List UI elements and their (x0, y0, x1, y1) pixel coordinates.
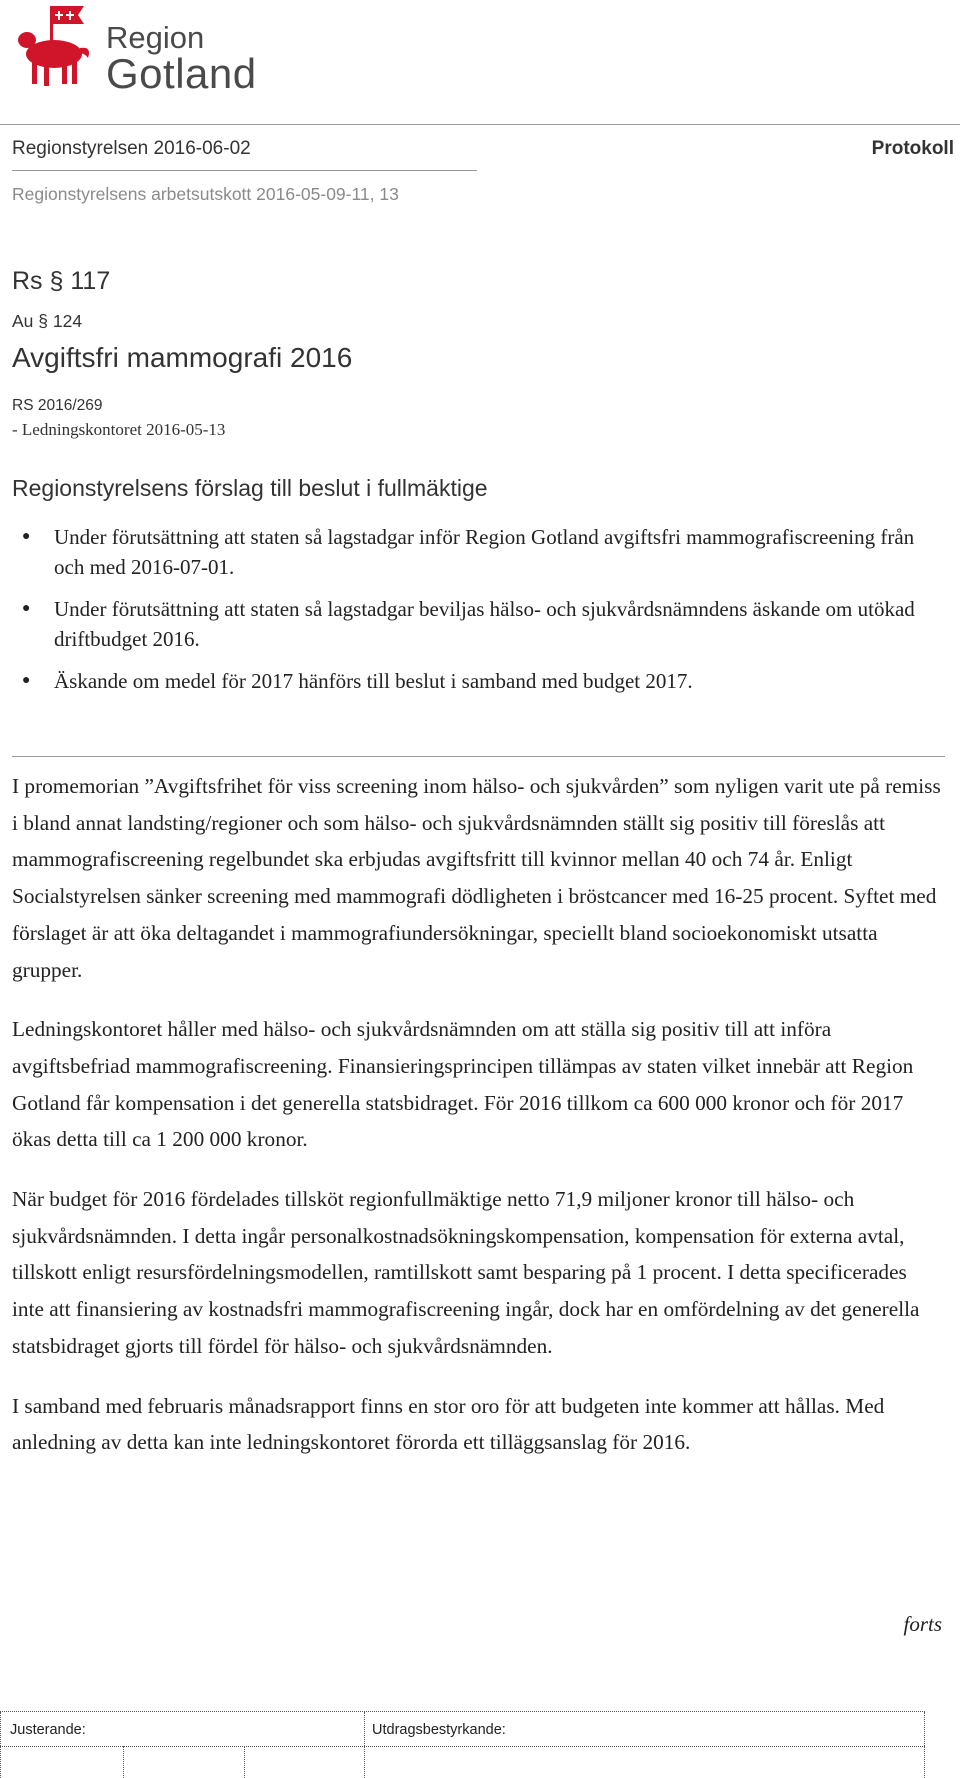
section-symbol: § (38, 311, 49, 331)
meeting-title: Regionstyrelsen 2016-06-02 (12, 138, 251, 159)
case-origin: - Ledningskontoret 2016-05-13 (12, 420, 226, 439)
section-symbol: § (49, 267, 64, 295)
logo-line1: Region (106, 20, 205, 55)
list-item (22, 522, 942, 582)
paragraph: I promemorian ”Avgiftsfrihet för viss screening inom hälso- och sjukvården” som nyligen varit ute på remiss i bland annat landsting/regioner och som hälso- och sjukvårdsnämnden ställt sig positiv till föreslås att mammografiscreening regelbundet ska erbjudas avgiftsfritt till kvinnor mellan 40 och 74 år. Enligt Socialstyrelsen sänker screening med mammografi dödligheten i bröstcancer med 16-25 procent. Syftet med förslaget är att öka deltagandet i mammografiundersökningar, speciellt bland socioekonomiskt utsatta grupper. (12, 774, 941, 982)
au-paragraph-number (12, 311, 82, 332)
region-gotland-logo (14, 2, 257, 97)
table-border (364, 1712, 365, 1778)
list-item (22, 666, 942, 696)
logo-wordmark (106, 22, 257, 95)
table-row-divider (0, 1746, 925, 1747)
list-item-text: Äskande om medel för 2017 hänförs till beslut i samband med budget 2017. (54, 669, 693, 693)
paragraph: I samband med februaris månadsrapport finns en stor oro för att budgeten inte kommer att hållas. Med anledning av detta kan inte ledningskontoret förorda ett tilläggsanslag för 2016. (12, 1393, 885, 1455)
justerande-label: Justerande: (10, 1722, 86, 1738)
document-type: Protokoll (871, 138, 954, 159)
paragraph: Ledningskontoret håller med hälso- och sjukvårdsnämnden om att ställa sig positiv till att införa avgiftsbefriad mammografiscreening. Finansieringsprincipen tillämpas av staten vilket innebär att Region Gotland får kompensation i det generella statsbidraget. För 2016 tillkom ca 600 000 kronor och för 2017 ökas detta till ca 1 200 000 kronor. (12, 1017, 914, 1152)
case-reference: RS 2016/269 (12, 397, 103, 414)
header-divider (0, 124, 960, 125)
rs-prefix: Rs (12, 267, 43, 295)
body-text (12, 768, 942, 1484)
bullet-icon: ● (22, 673, 31, 688)
table-border (0, 1712, 1, 1778)
bullet-icon: ● (22, 601, 31, 616)
logo-line2: Gotland (106, 50, 257, 97)
lamb-emblem-icon (14, 2, 94, 92)
section-divider (12, 756, 945, 757)
rs-paragraph-number (12, 267, 110, 296)
signature-table (0, 1711, 925, 1778)
header-subdivider (12, 170, 477, 171)
rs-number: 117 (70, 267, 111, 295)
utdragsbestyrkande-label: Utdragsbestyrkande: (372, 1722, 506, 1738)
table-border (924, 1712, 925, 1778)
au-prefix: Au (12, 311, 34, 331)
case-title: Avgiftsfri mammografi 2016 (12, 342, 353, 373)
bullet-icon: ● (22, 529, 31, 544)
continued-note: forts (903, 1612, 942, 1636)
table-border (244, 1746, 245, 1778)
table-border (123, 1746, 124, 1778)
list-item-text: Under förutsättning att staten så lagstadgar beviljas hälso- och sjukvårdsnämndens äskande om utökad driftbudget 2016. (54, 597, 915, 651)
au-number: 124 (52, 311, 83, 331)
paragraph: När budget för 2016 fördelades tillsköt regionfullmäktige netto 71,9 miljoner kronor till hälso- och sjukvårdsnämnden. I detta ingår personalkostnadsökningskompensation, kompensation för externa avtal, tillskott enligt resursfördelningsmodellen, ramtillskott samt besparing på 1 procent. I detta specificerades inte att finansiering av kostnadsfri mammografiscreening ingår, dock har en omfördelning av det generella statsbidraget gjorts till fördel för hälso- och sjukvårdsnämnden. (12, 1187, 920, 1358)
list-item-text: Under förutsättning att staten så lagstadgar inför Region Gotland avgiftsfri mammografiscreening från och med 2016-07-01. (54, 525, 915, 579)
list-item (22, 594, 942, 654)
proposal-list (22, 522, 942, 708)
proposal-heading: Regionstyrelsens förslag till beslut i fullmäktige (12, 475, 488, 501)
committee-line: Regionstyrelsens arbetsutskott 2016-05-09-11, 13 (12, 184, 399, 204)
